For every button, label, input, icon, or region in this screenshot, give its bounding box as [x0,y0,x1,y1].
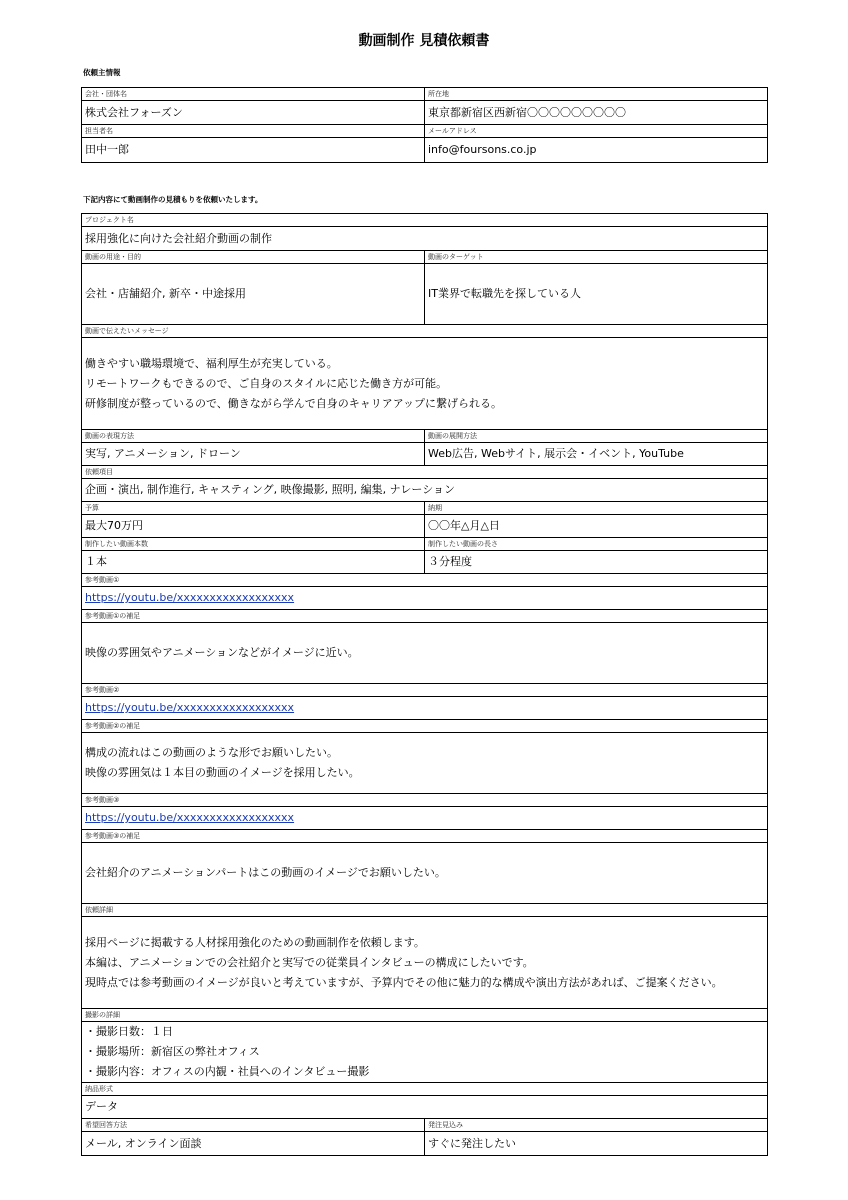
message-line: 働きやすい職場環境で、福利厚生が充実している。 [85,356,338,370]
address-field[interactable]: 東京都新宿区西新宿〇〇〇〇〇〇〇〇〇 [425,101,768,125]
target-label: 動画のターゲット [425,251,768,264]
purpose-label: 動画の用途・目的 [82,251,425,264]
purpose-field[interactable]: 会社・店舗紹介, 新卒・中途採用 [82,264,425,325]
ref3-link[interactable]: https://youtu.be/xxxxxxxxxxxxxxxxxx [85,811,295,824]
message-line: リモートワークもできるので、ご自身のスタイルに応じた働き方が可能。 [85,376,448,390]
deployment-field[interactable]: Web広告, Webサイト, 展示会・イベント, YouTube [425,443,768,466]
message-line: 研修制度が整っているので、働きながら学んで自身のキャリアアップに繋げられる。 [85,396,503,410]
project-label: プロジェクト名 [82,214,768,227]
deployment-label: 動画の展開方法 [425,430,768,443]
details-line: 現時点では参考動画のイメージが良いと考えていますが、予算内でその他に魅力的な構成や演出方法があれば、ご提案ください。 [85,975,723,989]
shooting-line: ・撮影内容：オフィスの内観・社員へのインタビュー撮影 [85,1065,370,1078]
ref1-link[interactable]: https://youtu.be/xxxxxxxxxxxxxxxxxx [85,591,295,604]
items-field[interactable]: 企画・演出, 制作進行, キャスティング, 映像撮影, 照明, 編集, ナレーション [82,479,768,502]
order-label: 発注見込み [425,1119,768,1132]
deadline-label: 納期 [425,502,768,515]
delivery-field[interactable]: データ [82,1096,768,1119]
deadline-field[interactable]: 〇〇年△月△日 [425,515,768,538]
budget-field[interactable]: 最大70万円 [82,515,425,538]
items-label: 依頼項目 [82,466,768,479]
target-field[interactable]: IT業界で転職先を探している人 [425,264,768,325]
length-field[interactable]: ３分程度 [425,551,768,574]
expression-field[interactable]: 実写, アニメーション, ドローン [82,443,425,466]
shooting-field[interactable] [82,1022,768,1083]
ref2-field [82,697,768,720]
ref2-note-label: 参考動画②の補足 [82,720,768,733]
length-label: 制作したい動画の長さ [425,538,768,551]
ref1-note-line: 映像の雰囲気やアニメーションなどがイメージに近い。 [85,646,359,659]
document-title: 動画制作 見積依頼書 [358,33,490,49]
delivery-label: 納品形式 [82,1083,768,1096]
ref1-note-field[interactable] [82,623,768,684]
person-label: 担当者名 [82,125,425,138]
ref2-note-line: 構成の流れはこの動画のような形でお願いしたい。 [85,746,338,759]
details-line: 本編は、アニメーションでの会社紹介と実写での従業員インタビューの構成にしたいです。 [85,955,534,969]
details-field[interactable] [82,917,768,1009]
budget-label: 予算 [82,502,425,515]
person-field[interactable]: 田中一郎 [82,138,425,163]
company-label: 会社・団体名 [82,88,425,101]
ref1-field [82,587,768,610]
ref3-note-field[interactable] [82,843,768,904]
expression-label: 動画の表現方法 [82,430,425,443]
project-field[interactable]: 採用強化に向けた会社紹介動画の制作 [82,227,768,251]
ref1-note-label: 参考動画①の補足 [82,610,768,623]
count-field[interactable]: １本 [82,551,425,574]
address-label: 所在地 [425,88,768,101]
email-label: メールアドレス [425,125,768,138]
ref2-note-field[interactable] [82,733,768,794]
reply-field[interactable]: メール, オンライン面談 [82,1132,425,1156]
ref2-label: 参考動画② [82,684,768,697]
ref3-note-label: 参考動画③の補足 [82,830,768,843]
ref2-link[interactable]: https://youtu.be/xxxxxxxxxxxxxxxxxx [85,701,295,714]
shooting-line: ・撮影場所：新宿区の弊社オフィス [85,1045,260,1058]
ref3-label: 参考動画③ [82,794,768,807]
request-table [81,213,768,1156]
message-field[interactable] [82,338,768,430]
details-line: 採用ページに掲載する人材採用強化のための動画制作を依頼します。 [85,935,425,949]
shooting-label: 撮影の詳細 [82,1009,768,1022]
ref3-field [82,807,768,830]
client-section-heading: 依頼主情報 [83,68,121,77]
ref1-label: 参考動画① [82,574,768,587]
request-intro: 下記内容にて動画制作の見積もりを依頼いたします。 [83,195,263,204]
details-label: 依頼詳細 [82,904,768,917]
company-field[interactable]: 株式会社フォーズン [82,101,425,125]
message-label: 動画で伝えたいメッセージ [82,325,768,338]
client-info-table [81,87,768,163]
order-field[interactable]: すぐに発注したい [425,1132,768,1156]
reply-label: 希望回答方法 [82,1119,425,1132]
email-field[interactable]: info@foursons.co.jp [425,138,768,163]
ref2-note-line: 映像の雰囲気は１本目の動画のイメージを採用したい。 [85,766,360,779]
shooting-line: ・撮影日数：１日 [85,1025,173,1038]
ref3-note-line: 会社紹介のアニメーションパートはこの動画のイメージでお願いしたい。 [85,866,446,879]
count-label: 制作したい動画本数 [82,538,425,551]
